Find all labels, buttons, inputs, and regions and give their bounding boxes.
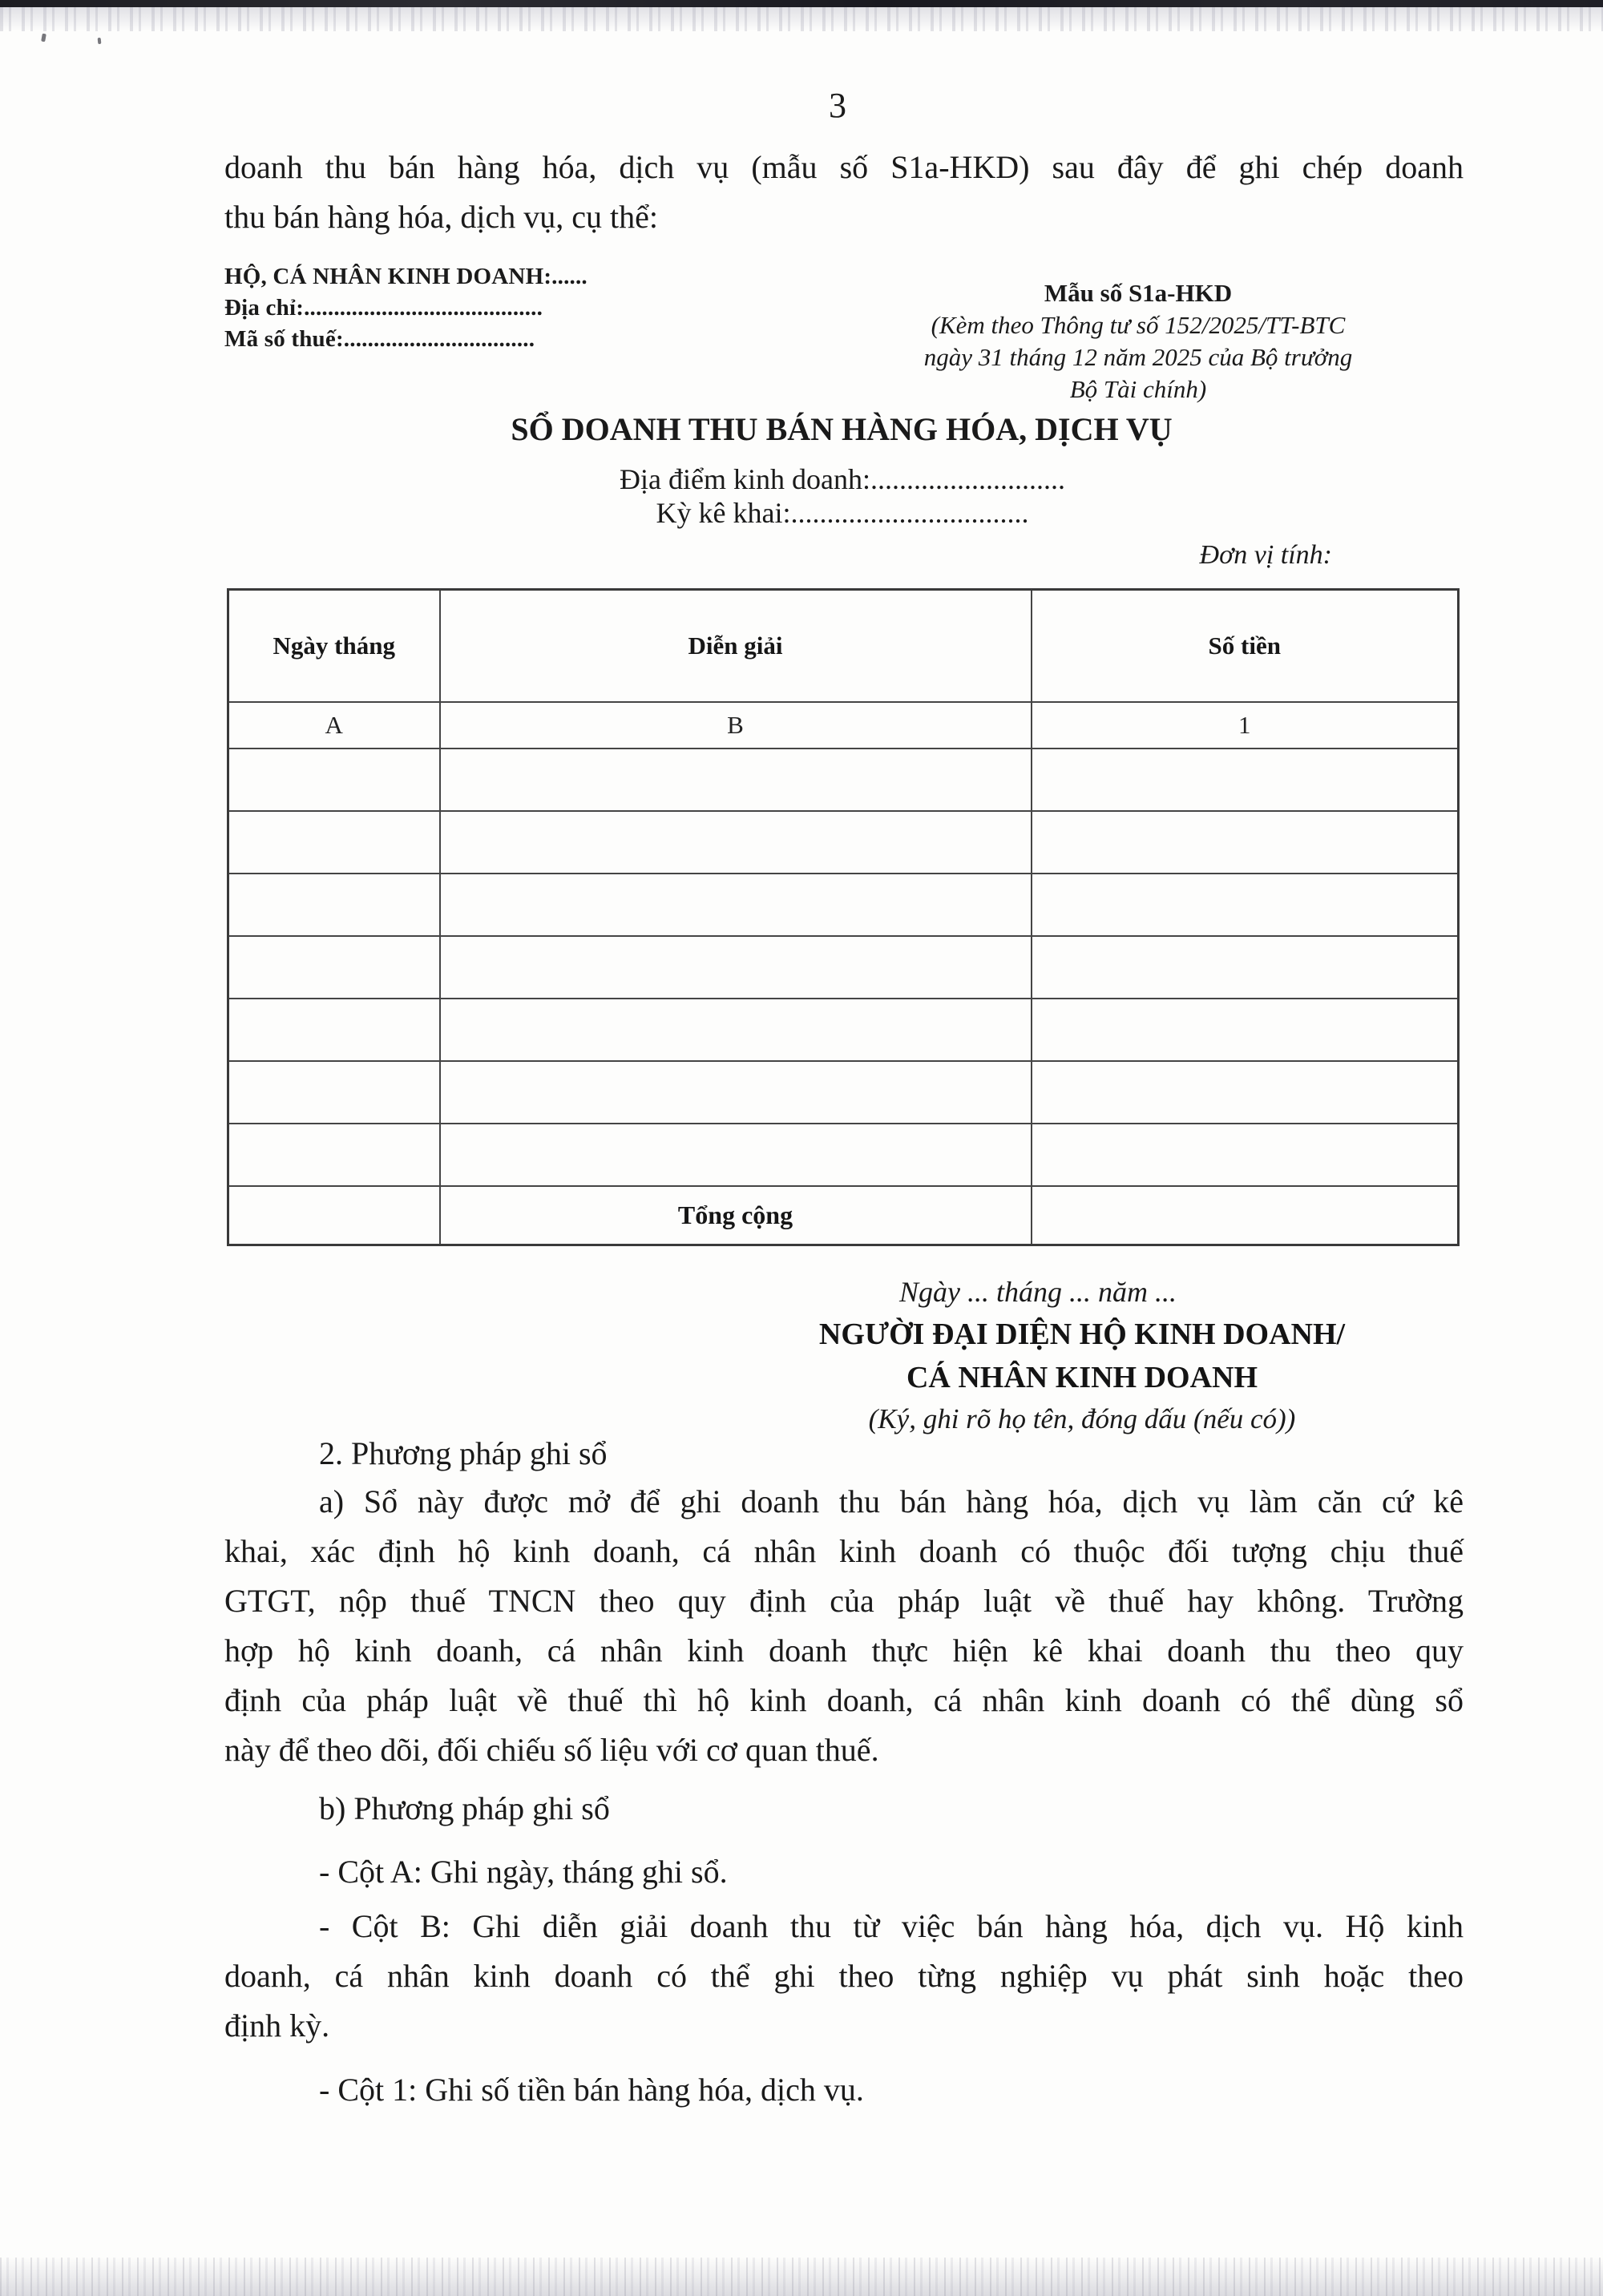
owner-address-line: Địa chỉ:........................................ (224, 295, 543, 321)
empty-ledger-row (228, 749, 1459, 811)
method-paragraph-a-line: khai, xác định hộ kinh doanh, cá nhân kinh doanh có thuộc đối tượng chịu thuế (224, 1533, 1464, 1569)
form-note-line-3: Bộ Tài chính) (1069, 375, 1207, 403)
empty-cell (440, 999, 1032, 1061)
total-row-label: Tổng cộng (440, 1186, 1032, 1245)
empty-cell (228, 749, 440, 811)
empty-cell (1032, 811, 1459, 874)
method-section-heading: 2. Phương pháp ghi sổ (319, 1435, 608, 1471)
method-bullet-col-b (224, 1902, 1464, 2051)
empty-cell (440, 1061, 1032, 1124)
total-row-amount-cell (1032, 1186, 1459, 1245)
code-cell-1: 1 (1032, 702, 1459, 749)
method-paragraph-a-line: a) Sổ này được mở để ghi doanh thu bán hàng hóa, dịch vụ làm căn cứ kê (319, 1483, 1464, 1519)
revenue-table (227, 588, 1460, 1246)
empty-cell (228, 999, 440, 1061)
empty-cell (228, 1124, 440, 1186)
empty-cell (1032, 936, 1459, 999)
method-heading-b: b) Phương pháp ghi sổ (319, 1790, 610, 1826)
empty-cell (228, 811, 440, 874)
col-header-amount: Số tiền (1032, 590, 1459, 702)
empty-cell (1032, 999, 1459, 1061)
intro-paragraph (224, 143, 1464, 242)
method-bullet-col-b-line: định kỳ. (224, 2007, 330, 2044)
empty-cell (1032, 1061, 1459, 1124)
empty-cell (440, 936, 1032, 999)
unit-of-measure-label: Đơn vị tính: (1199, 540, 1332, 570)
form-number: Mẫu số S1a-HKD (1044, 279, 1233, 307)
empty-cell (440, 811, 1032, 874)
method-bullet-col-a: - Cột A: Ghi ngày, tháng ghi sổ. (319, 1854, 728, 1890)
empty-cell (228, 874, 440, 936)
revenue-table-body (228, 590, 1459, 1245)
signer-role-line-1: NGƯỜI ĐẠI DIỆN HỘ KINH DOANH/ (818, 1317, 1346, 1351)
scan-edge-artifact-top (0, 0, 1603, 7)
ledger-title: SỔ DOANH THU BÁN HÀNG HÓA, DỊCH VỤ (511, 411, 1173, 447)
form-note-line-1: (Kèm theo Thông tư số 152/2025/TT-BTC (931, 311, 1346, 339)
code-cell-a: A (228, 702, 440, 749)
business-owner-block (224, 261, 587, 355)
signature-date-line: Ngày ... tháng ... năm ... (899, 1276, 1177, 1308)
empty-ledger-row (228, 999, 1459, 1061)
scan-haze-bottom (0, 2258, 1603, 2296)
signature-note-line: (Ký, ghi rõ họ tên, đóng dấu (nếu có)) (868, 1403, 1296, 1434)
method-paragraph-a-line: hợp hộ kinh doanh, cá nhân kinh doanh thực hiện kê khai doanh thu theo quy (224, 1632, 1464, 1669)
signature-block (761, 1271, 1403, 1439)
total-row-empty-cell (228, 1186, 440, 1245)
table-header-row (228, 590, 1459, 702)
scan-speck-mark (98, 38, 102, 44)
empty-cell (440, 749, 1032, 811)
empty-cell (440, 1124, 1032, 1186)
business-location-line: Địa điểm kinh doanh:........................... (620, 463, 1065, 495)
method-bullet-col-1: - Cột 1: Ghi số tiền bán hàng hóa, dịch vụ. (319, 2072, 864, 2108)
empty-ledger-row (228, 811, 1459, 874)
code-cell-b: B (440, 702, 1032, 749)
empty-cell (1032, 749, 1459, 811)
empty-cell (440, 874, 1032, 936)
owner-taxcode-line: Mã số thuế:................................ (224, 326, 535, 352)
scan-speck-mark (41, 34, 46, 42)
total-row (228, 1186, 1459, 1245)
form-reference-block (874, 277, 1403, 406)
col-header-description: Diễn giải (440, 590, 1032, 702)
empty-cell (228, 1061, 440, 1124)
empty-cell (1032, 1124, 1459, 1186)
empty-cell (1032, 874, 1459, 936)
method-bullet-col-b-line: - Cột B: Ghi diễn giải doanh thu từ việc bán hàng hóa, dịch vụ. Hộ kinh (319, 1908, 1464, 1944)
method-paragraph-a (224, 1477, 1464, 1775)
method-paragraph-a-line: GTGT, nộp thuế TNCN theo quy định của pháp luật về thuế hay không. Trường (224, 1583, 1464, 1619)
column-code-row (228, 702, 1459, 749)
empty-ledger-row (228, 874, 1459, 936)
method-paragraph-a-line: này để theo dõi, đối chiếu số liệu với cơ quan thuế. (224, 1732, 879, 1768)
empty-ledger-row (228, 1124, 1459, 1186)
empty-ledger-row (228, 1061, 1459, 1124)
intro-line-1: doanh thu bán hàng hóa, dịch vụ (mẫu số S1a-HKD) sau đây để ghi chép doanh (224, 149, 1464, 185)
scan-haze-top (0, 7, 1603, 31)
empty-ledger-row (228, 936, 1459, 999)
owner-name-line: HỘ, CÁ NHÂN KINH DOANH:...... (224, 264, 587, 289)
empty-cell (228, 936, 440, 999)
method-bullet-col-b-line: doanh, cá nhân kinh doanh có thể ghi theo từng nghiệp vụ phát sinh hoặc theo (224, 1958, 1464, 1994)
form-note-line-2: ngày 31 tháng 12 năm 2025 của Bộ trưởng (923, 343, 1353, 371)
page-number: 3 (829, 86, 846, 125)
intro-line-2: thu bán hàng hóa, dịch vụ, cụ thể: (224, 199, 658, 235)
col-header-date: Ngày tháng (228, 590, 440, 702)
method-paragraph-a-line: định của pháp luật về thuế thì hộ kinh doanh, cá nhân kinh doanh có thể dùng sổ (224, 1682, 1464, 1718)
signer-role-line-2: CÁ NHÂN KINH DOANH (906, 1361, 1258, 1394)
declaration-period-line: Kỳ kê khai:................................. (656, 497, 1029, 529)
